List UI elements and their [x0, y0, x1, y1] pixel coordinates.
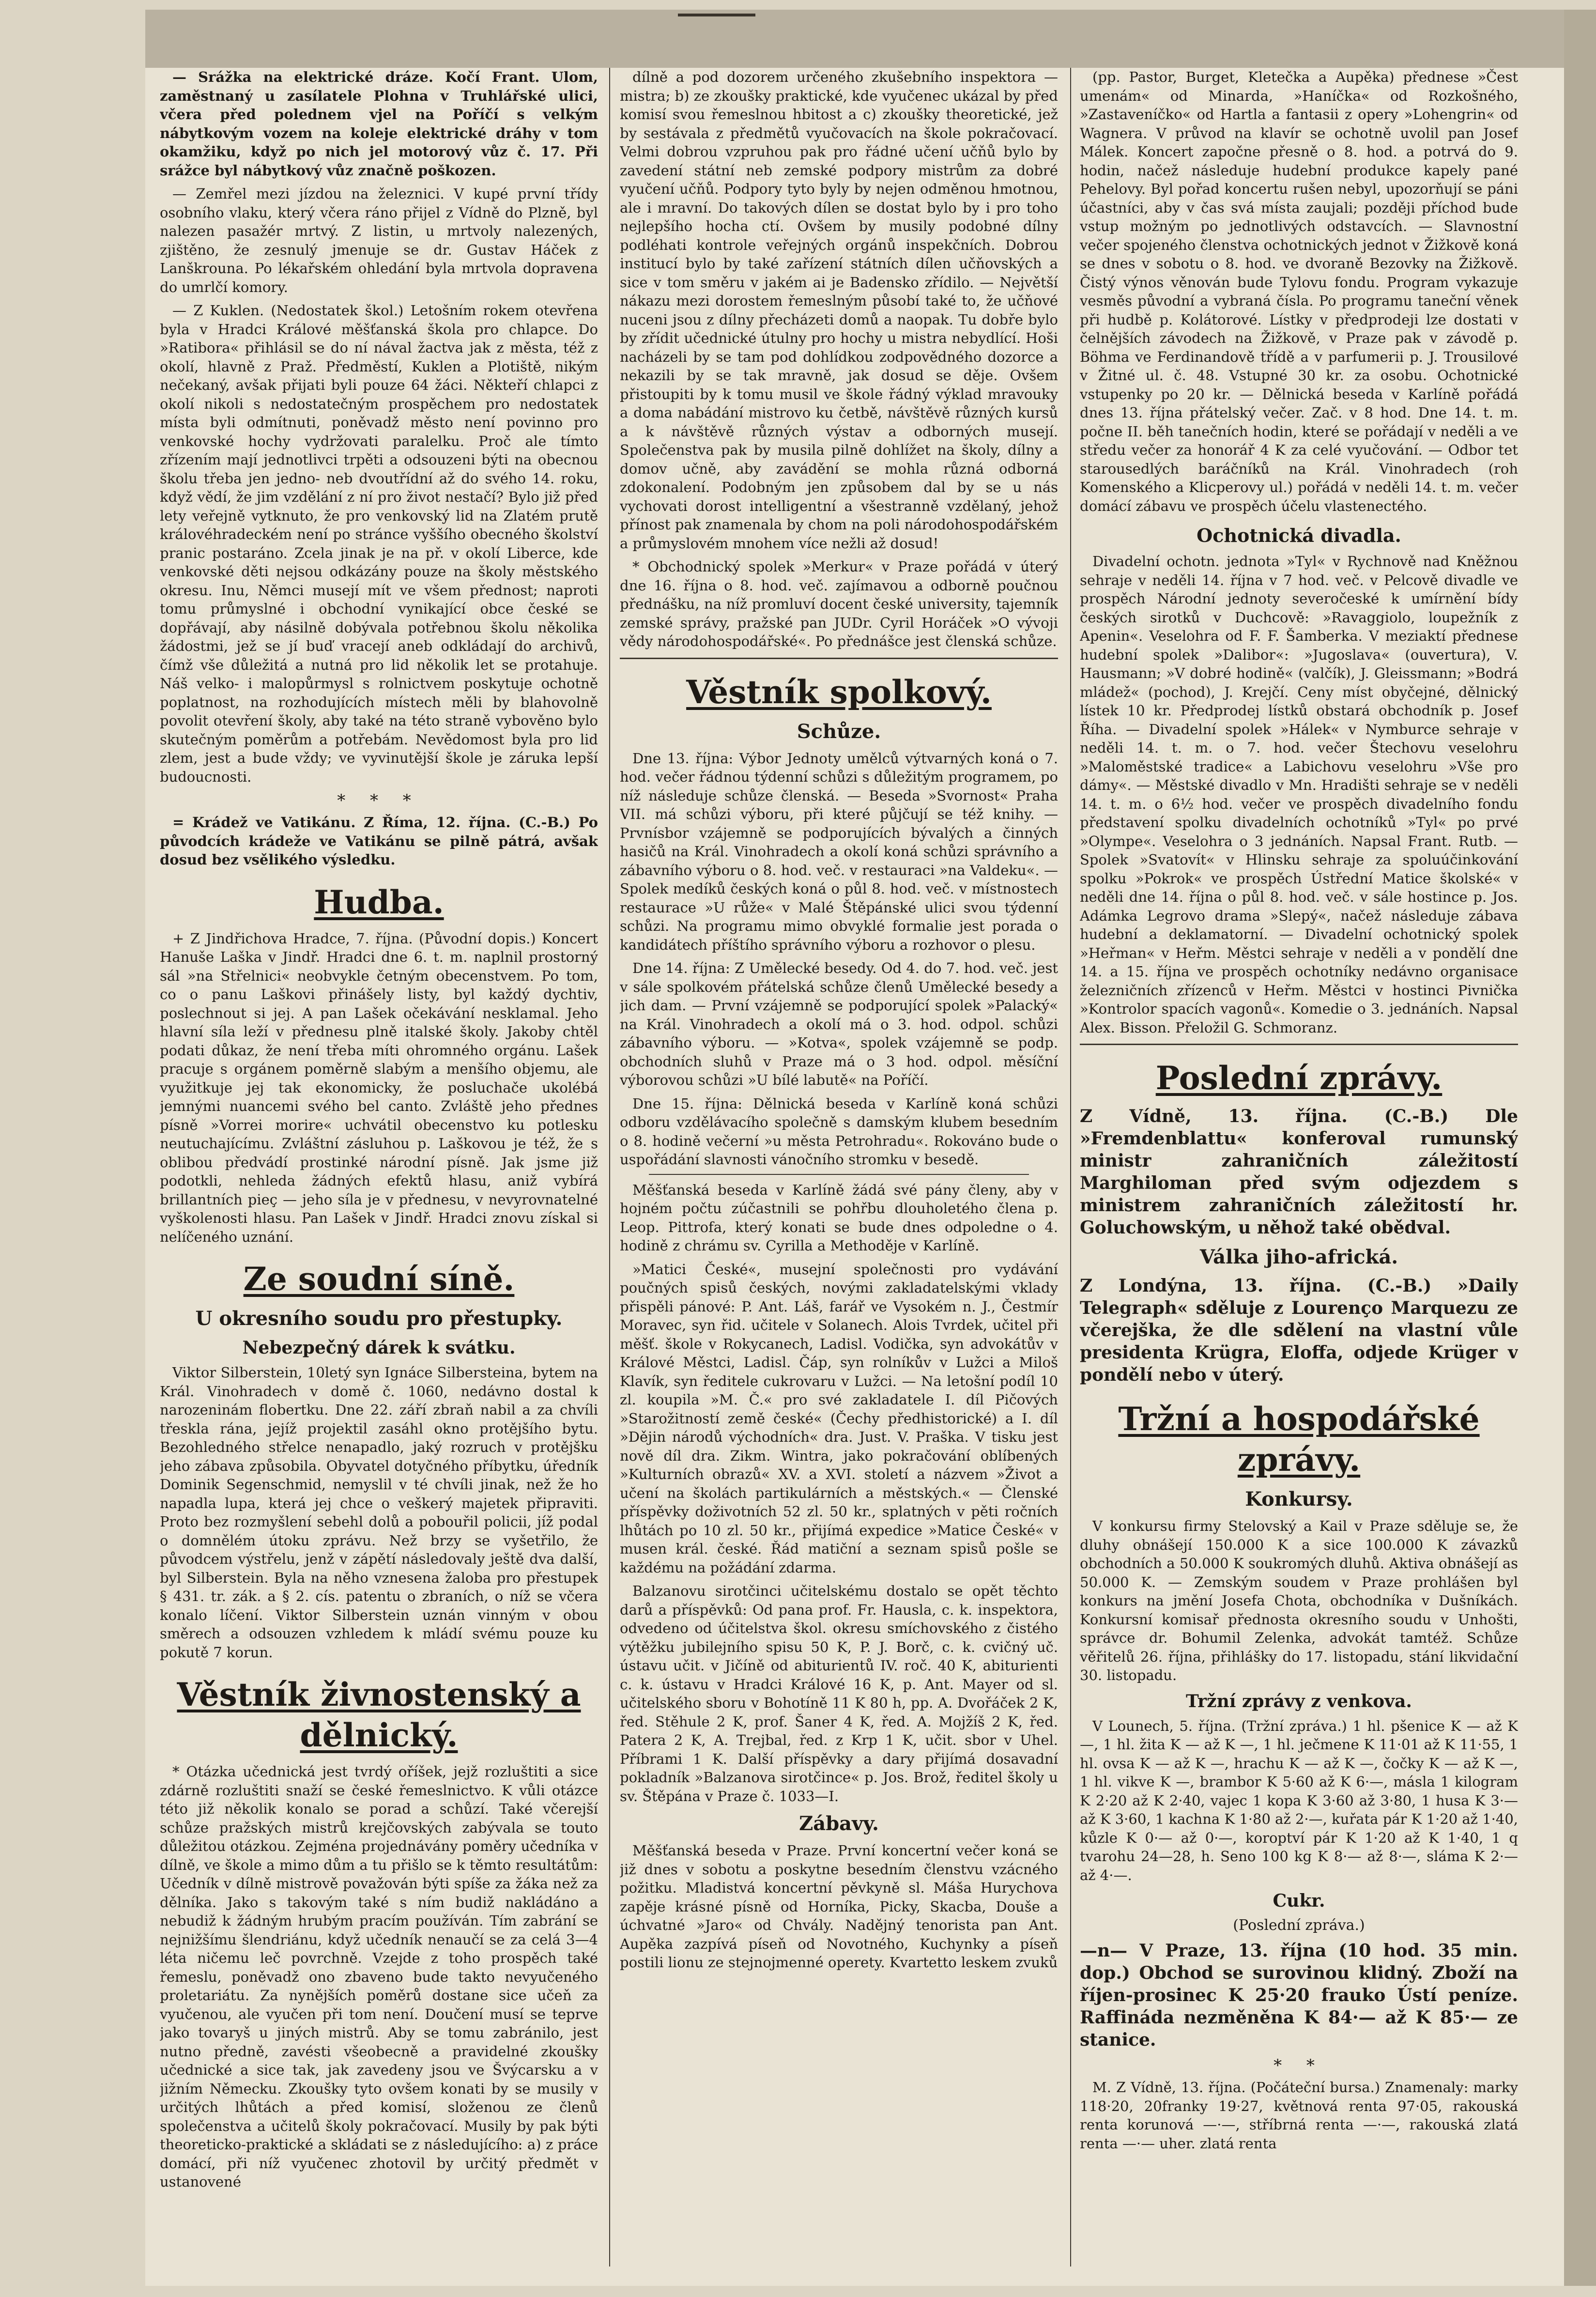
article-srazka: — Srážka na elektrické dráze. Kočí Frant. Ulom, zaměstnaný u zasílatele Plohna v Truhlářské ulici, včera před polednem vjel na Poříčí s velkým nábytkovým vozem na koleje elektrické dráhy v tom okamžiku, když po nich jel motorový vůz č. 17. Při srážce byl nábytkový vůz značně poškozen. [160, 69, 598, 179]
note-posledni-zprava: (Poslední zpráva.) [1233, 1917, 1365, 1934]
column-1 [160, 68, 598, 2266]
article-matice-ceska: »Matici České«, musejní společnosti pro vydávání poučných spisů českých, novými zakladatelskými vklady přispěli pánové: P. Ant. Láš, farář ve Vysokém n. J., Čestmír Moravec, syn řid. učitele v Solanech. Alois Tvrdek, učitel při měšť. škole v Rokycanech, Ladisl. Vodička, syn advokátův v Králové Městci, Ladisl. Čáp, syn rolníkův v Lužci a Miloš Klavík, syn ředitele cukrovaru v Lužci. — Na letošní podíl 10 zl. koupila »M. Č.« pro své zakladatele I. díl Pičových »Starožitností země české« (Čechy předhistorické) a I. díl »Dějin národů východních« dra. Just. V. Praška. V tisku jest nově díl dra. Zikm. Wintra, jako pokračování oblíbených »Kulturních obrazů« XV. a XVI. století a názvem »Život a učení na školách partikulárních a městských.« — Členské příspěvky doživotních 52 zl. 50 kr., splatných v pěti ročních lhůtách po 10 zl. 50 kr., přijímá expedice »Matice České« v musen král. české. Řád matiční a seznam spisů pošle se každému na požádání zdarma. [620, 1261, 1058, 1576]
masthead-sliver [678, 14, 755, 16]
section-title-spolkovy: Věstník spolkový. [686, 673, 992, 711]
article-mestanska-praha: Měšťanská beseda v Praze. První koncertní večer koná se již dnes v sobotu a poskytne besedním členstvu vzácného požitku. Mladistvá koncertní pěvkyně sl. Máša Hurychova zapěje krásné písně od Horníka, Picky, Skacba, Douše a úchvatné »Jaro« od Chvály. Nadějný tenorista pan Ant. Aupěka zazpívá píseň od Novotného, Kuchynky a píseň postili lionu ze stejnojmenné operety. Kvartetto leskem zvuků [620, 1842, 1058, 1971]
article-schuze-15: Dne 15. října: Dělnická beseda v Karlíně koná schůzi odboru vzdělávacího společně s damským klubem besedním o 8. hodině večerní »u města Petrohradu«. Rokováno bude o uspořádání slavnosti vánočního stromku v besedě. [620, 1095, 1058, 1168]
subheading-zabavy: Zábavy. [799, 1812, 879, 1835]
column-3 [1080, 68, 1518, 2266]
column-2 [620, 68, 1058, 2266]
subheading-venkov: Tržní zprávy z venkova. [1186, 1691, 1412, 1711]
article-cukr: —n— V Praze, 13. října (10 hod. 35 min. dop.) Obchod se surovinou klidný. Zboží na říjen-prosinec K 25·20 frauko Ústí peníze. Raffináda nezměněna K 84·— až K 85·— ze stanice. [1080, 1941, 1518, 2050]
subheading-darek: Nebezpečný dárek k svátku. [242, 1338, 516, 1358]
article-louny: V Lounech, 5. října. (Tržní zpráva.) 1 hl. pšenice K — až K —, 1 hl. žita K — až K —, 1 hl. ječmene K 11·01 až K 11·55, 1 hl. ovsa K — až K —, hrachu K — až K —, čočky K — až K —, 1 hl. vikve K —, brambor K 5·60 až K 6·—, másla 1 kilogram K 2·20 až K 2·40, vajec 1 kopa K 3·60 až 3·80, 1 husa K 3·— až K 3·60, 1 kachna K 1·80 až 2·—, kuřata pár K 1·20 až 1·40, kůzle K 0·— až 0·—, koroptví pár K 1·20 až K 1·40, 1 q tvarohu 24—28, h. Seno 100 kg K 8·— až 8·—, sláma K 2·— až 4·—. [1080, 1717, 1518, 1883]
article-bursa: M. Z Vídně, 13. října. (Počáteční bursa.) Znamenaly: marky 118·20, 20franky 19·27, květnová renta 97·05, rakouská renta korunová —·—, stříbrná renta —·—, rakouská zlatá renta —·— uher. zlatá renta [1080, 2079, 1518, 2152]
article-mestanska-karlin: Měšťanská beseda v Karlíně žádá své pány členy, aby v hojném počtu zúčastnili se pohřbu dlouholetého člena p. Leop. Pittrofa, který konati se bude dnes odpoledne o 4. hodině z chrámu sv. Cyrilla a Methoděje v Karlíně. [620, 1181, 1058, 1254]
article-konkurs: V konkursu firmy Stelovský a Kail v Praze sděluje se, že dluhy obnášejí 150.000 K a sice 100.000 K závazků obchodních a 50.000 K soukromých dluhů. Aktiva obnášejí as 50.000 K. — Zemským soudem v Praze prohlášen byl konkurs na jmění Josefa Chota, obchodníka v Dušníkách. Konkursní komisař přednosta okresního soudu v Unhošti, správce dr. Bohumil Zelenka, advokát tamtéž. Schůze věřitelů 26. října, přihlášky do 17. listopadu, stání likvidační 30. listopadu. [1080, 1518, 1518, 1683]
newspaper-page [145, 10, 1564, 2286]
article-zemrel: — Zemřel mezi jízdou na železnici. V kupé první třídy osobního vlaku, který včera ráno přijel z Vídně do Plzně, byl nalezen pasažér mrtvý. Z listin, u mrtvoly nalezených, zjištěno, že zesnulý jmenuje se dr. Gustav Háček z Lanškrouna. Po lékařském ohledání byla mrtvola dopravena do umrlčí komory. [160, 185, 598, 295]
divider [649, 1174, 1029, 1175]
section-title-soud: Ze soudní síně. [243, 1260, 515, 1298]
subheading-okresni-soud: U okresního soudu pro přestupky. [195, 1307, 563, 1330]
article-kradez: = Krádež ve Vatikánu. Z Říma, 12. října. (C.-B.) Po původcích krádeže ve Vatikánu se pilně pátrá, avšak dosud bez vsělikého výsledku. [160, 814, 598, 868]
subheading-konkursy: Konkursy. [1245, 1488, 1353, 1511]
article-schuze-13: Dne 13. října: Výbor Jednoty umělců výtvarných koná o 7. hod. večer řádnou týdenní schůzi s důležitým programem, po níž následuje schůze členská. — Beseda »Svornost« Praha VII. má schůzi výboru, při které půjčují se též knihy. — Prvnísbor vzájemně se podporujících bývalých a činných hasičů na Král. Vinohradech a okolí koná schůzi správního a zábavního výboru o 8. hod. več. v restauraci »na Valdeku«. — Spolek medíků českých koná o půl 8. hod. več. v místnostech restaurace »U růže« v Malé Štěpánské ulici svou týdenní schůzi. Na programu mimo obvyklé formalie jest porada o kandidátech příštího správního výboru a rozhovor o plesu. [620, 750, 1058, 953]
article-ochotnici: Divadelní ochotn. jednota »Tyl« v Rychnově nad Kněžnou sehraje v neděli 14. října v 7 hod. več. v Pelcově divadle ve prospěch Národní jednoty severočeské k umírnění bídy českých sirotků v Duchcově: »Ravaggiolo, loupežník z Apenin«. Veselohra od F. F. Šamberka. V meziaktí přednese hudební spolek »Dalibor«: »Jugoslava« (ouvertura), V. Hausmann; »V dobré hodině« (valčík), J. Gleissmann; »Bodrá mládež« (pochod), J. Krejčí. Ceny míst obyčejné, dělnický lístek 10 kr. Předprodej lístků obstará obchodník p. Josef Říha. — Divadelní spolek »Hálek« v Nymburce sehraje v neděli 14. t. m. o 7. hod. večer Štechovu veselohru »Maloměstské tradice« a Labichovu veselohru »Vše pro dámy«. — Městské divadlo v Mn. Hradišti sehraje se v neděli 14. t. m. o 6½ hod. večer ve prospěch divadelního fondu představení spolku divadelních ochotníků »Tyl« po prvé »Olympe«. Veselohra o 3 jednáních. Napsal Frant. Rutb. — Spolek »Svatovít« v Hlinsku sehraje za spoluúčinkování spolku »Pokrok« ve prospěch Ústřední Matice školské« v neděli dne 14. října o půl 8. hod. več. v sále hostince p. Jos. Adámka Legrovo drama »Slepý«, načež následuje zábava hudební a deklamatorní. — Divadelní ochotnický spolek »Heřman« v Heřm. Městci sehraje v neděli a v pondělí dne 14. a 15. října ve prospěch ochotníky nedávno organisace železničních zřízenců v Heřm. Městci v hostinci Pivnička »Kontrolor spacích vagonů«. Komedie o 3. jednáních. Napsal Alex. Bisson. Přeložil G. Schmoranz. [1080, 553, 1518, 1036]
article-jindrichuv-hradec: + Z Jindřichova Hradce, 7. října. (Původní dopis.) Koncert Hanuše Laška v Jindř. Hradci dne 6. t. m. naplnil prostorný sál »na Střelnici« neobvykle četným obecenstvem. Po tom, co o panu Laškovi přinášely listy, byl každý dychtiv, poslechnout si jej. A pan Lašek očekávání nesklamal. Jeho hlavní síla leží v přednesu plně italské školy. Jakoby chtěl podati důkaz, že není třeba míti ohromného orgánu. Lašek pracuje s orgánem poměrně slabým a menšího objemu, ale využitkuje jej tak ekonomicky, že posluchače ukolébá jemnými nuancemi svého bel canto. Zvláště jeho přednes písně »Vorrei morire« uchvátil obecenstvo ku potlesku neutuchajícímu. Zvláštní zásluhou p. Laškovou je též, že s oblibou předvádí prostinké národní písně. Jak jsme již podotkli, nehleda žádných efektů hlasu, aniž vybírá brillantních pieç — jeho síla je v přednesu, v nevyrovnatelné vyškolenosti hlasu. Pan Lašek v Jindř. Hradci znovu získal si nelíčeného uznání. [160, 930, 598, 1245]
column-rule [609, 68, 610, 2266]
article-kuklen: — Z Kuklen. (Nedostatek škol.) Letošním rokem otevřena byla v Hradci Králové měšťanská škola pro chlapce. Do »Ratibora« přihlásil se do ní nával žactva jak z města, též z okolí, hlavně z Praž. Předměstí, Kuklen a Plotiště, nikým nečekaný, avšak přijati byli pouze 64 žáci. Někteří chlapci z okolí nikoli s nedostatečným prospěchem pro nedostatek místa byli odmítnuti, poněvadž město není povinno pro venkovské hochy vydržovati paralelku. Proč ale tímto zřízením mají jednotlivci trpěti a odsouzeni býti na obecnou školu třeba jen jedno- neb dvoutřídní až do svého 14. roku, když vědí, že jim vzdělání z ní pro život nestačí? Bylo již před lety veřejně vytknuto, že pro venkovský lid na Zlatém prutě královéhradeckém není po stránce vyššího obecného školství pranic postaráno. Zcela jinak je na př. v okolí Liberce, kde venkovské děti nejsou odkázány pouze na školy městského okresu. Inu, Němci musejí mít ve všem přednost; naproti tomu průmyslné i obchodní vynikající obce české se dopřávají, aby násilně dobývala potřebnou školu několika žádostmi, jež se jí buď vracejí aneb odkládají do archivů, čímž vše důležitá a nutná pro lid několik let se protahuje. Náš velko- i malopůrmysl s rolnictvem poskytuje ochotně poplatnost, na rozhodujících místech měli by blahovolně povolit otevření školy, aby také na této straně vybověno bylo skutečným poměrům a potřebám. Nevědomost byla pro lid zlem, jest a bude vždy; ve vyvinutější škole je záruka lepší budoucnosti. [160, 302, 598, 785]
article-schuze-14: Dne 14. října: Z Umělecké besedy. Od 4. do 7. hod. več. jest v sále spolkovém přátelská schůze členů Umělecké besedy a jich dam. — První vzájemně se podporující spolek »Palacký« na Král. Vinohradech a okolí má o 3. hod. odpol. schůzi zábavního výboru. — »Kotva«, spolek vzájemně se podp. obchodních sluhů v Praze má o 3 hod. odpol. měsíční výborovou schůzi »U bílé labutě« na Poříčí. [620, 960, 1058, 1088]
subheading-cukr: Cukr. [1273, 1891, 1325, 1911]
article-koncert-cont: (pp. Pastor, Burget, Kletečka a Aupěka) přednese »Čest umenám« od Minarda, »Haníčka« od Rozkošného, »Zastaveníčko« od Hartla a fantasii z opery »Lohengrin« od Wagnera. V průvod na klavír se ochotně uvolil pan Josef Málek. Koncert započne přesně o 8. hod. a potrvá do 9. hodin, načež následuje hudební produkce kapely pané Pehelovy. Byl pořad koncertu rušen nebyl, upozorňují se páni účastníci, aby v čas svá místa zaujali; později příchod bude vstup možným po jednotlivých odstavcích. — Slavnostní večer spojeného členstva ochotnických jednot v Žižkově koná se dnes v sobotu o 8. hod. ve dvoraně Bezovky na Žižkově. Čistý výnos věnován bude Tylovu fondu. Program vykazuje vesměs původní a vybraná čísla. Po programu taneční věnek při hudbě p. Kolátorové. Lístky v předprodeji lze dostati v čelnějších závodech na Žižkově, v Praze pak v závodě p. Böhma ve Ferdinandově třídě a v parfumerii p. J. Trousilové v Žitné ul. č. 48. Vstupné 30 kr. za osobu. Ochotnické vstupenky po 20 kr. — Dělnická beseda v Karlíně pořádá dnes 13. října přátelský večer. Zač. v 8 hod. Dne 14. t. m. počne II. běh tanečních hodin, které se pořádají v neděli a ve středu večer za honorář 4 K za celé vyučování. — Odbor tet starousedlých baráčníků na Král. Vinohradech (roh Komenského a Klicperovy ul.) pořádá v neděli 14. t. m. večer domácí zábavu ve prospěch účelu vlastenectého. [1080, 69, 1518, 514]
subheading-schuze: Schůze. [797, 720, 881, 743]
article-balzanuv-sirotcinec: Balzanovu sirotčinci učitelskému dostalo se opět těchto darů a příspěvků: Od pana prof. Fr. Hausla, c. k. inspektora, odvedeno od účitelstva škol. okresu smíchovského z čistého výtěžku jubilejního spisu 50 K, P. J. Borč, c. k. cvičný uč. ústavu učit. v Jičíně od abiturientů IV. roč. 40 K, abiturienti c. k. ústavu v Hradci Králové 16 K, p. Ant. Mayer od sl. učitelského sboru v Bohotíně 11 K 80 h, pp. A. Dvořáček 2 K, řed. Stěhule 2 K, prof. Šaner 4 K, řed. A. Mojžíš 2 K, řed. Patera 2 K, A. Trejbal, řed. z Krp 1 K, učit. sbor v Uhel. Příbrami 1 K. Další příspěvky a dary přijímá dosavadní pokladník »Balzanova sirotčince« p. Jos. Brož, ředitel školy u sv. Štěpána v Praze č. 1033—I. [620, 1583, 1058, 1804]
divider [1080, 1044, 1518, 1045]
divider [620, 658, 1058, 659]
article-merkur: * Obchodnický spolek »Merkur« v Praze pořádá v úterý dne 16. října o 8. hod. več. zajímavou a odborně poučnou přednášku, na níž promluví docent české university, tajemník zemské správy, pražské pan JUDr. Cyril Horáček »O vývoji vědy národohospodářské«. Po přednášce jest členská schůze. [620, 558, 1058, 649]
section-title-hudba: Hudba. [314, 883, 444, 921]
section-stars: * * [1274, 2056, 1324, 2075]
article-ucednicka-cont: dílně a pod dozorem určeného zkušebního inspektora — mistra; b) ze zkoušky praktické, kde vyučenec ukázal by před komisí svou řemeslnou hbitost a c) zkoušky theoretické, jež by sestávala z předmětů vyučovacích na škole pokračovací. Velmi dobrou vzpruhou pak pro řádné učení učňů bylo by zavedení státní neb zemské podpory mistrům za dobré vyučení učňů. Podpory tyto byly by nejen odměnou hmotnou, ale i mravní. Do takových dílen se dostat bylo by i pro toho nejlepšího hocha ctí. Ovšem by musily podobné dílny podléhati kontrole veřejných orgánů inspekčních. Dobrou institucí bylo by také zařízení státních dílen učňovských a sice v tom směru v jakém ai je Badensko zřídilo. — Největší nákazu mezi dorostem řemeslným působí také to, že učňové nuceni jsou z dílny přecházeti domů a naopak. Tu dobře bylo by zřídit učednické útulny pro hochy u mistra nebydlící. Hoši nacházeli by se tam pod dohlídkou zodpovědného dozorce a nekazili by se tak mravně, jak dosud se děje. Ovšem přistoupiti by k tomu musil ve škole řádný výklad mravouky a doma nabádání mistrovo ku četbě, návštěvě různých kursů a k návštěvě různých výstav a odborných musejí. Společenstva pak by musila pilně dohlížet na školy, dílny a domov učně, aby zavádění se mohla různá odborná zdokonalení. Podobným jen způsobem dal by se u nás vychovati dorost intelligentní a všestranně vzdělaný, jehož přínost pak znamenala by chom na poli národohospodářském a průmyslovém mnohem více nežli až dosud! [620, 69, 1058, 552]
article-ucednicka: * Otázka učednická jest tvrdý oříšek, jejž rozluštiti a sice zdárně rozluštiti snaží se české řemeslnictvo. K vůli otázce této již několik konalo se porad a schůzí. Také včerejší schůze pražských mistrů krejčovských zabývala se touto důležitou otázkou. Zejména projednávány poměry učedníka v dílně, ve škole a mimo dům a tu přišlo se k těmto resultátům: Učedník v dílně mistrově považován býti spíše za žáka než za dělníka. Jako s takovým také s ním budiž nakládáno a nebudiž k žádným hrubým pracím používán. Tím zabrání se nejnižšímu šlendriánu, když učedník nenaučí se za celá 3—4 léta ničemu leč povrchně. Vzejde z toho prospěch také řemeslu, poněvadž ono zbaveno bude takto nevyučeného proletariátu. Za nynějších poměrů dostane sice učeň za vyučenou, ale vyučen při tom není. Doučení musí se teprve jako tovaryš u jiných mistrů. Aby se tomu zabránilo, jest nutno předně, zavésti všeobecně a pravidelné zkoušky učednické a sice tak, jak zavedeny jsou ve Švýcarsku a v jižním Německu. Zkoušky tyto ovšem konati by se musily v určitých lhůtách a před komisí, složenou ze členů společenstva a učitelů školy pokračovací. Musily by pak býti theoreticko-praktické a skládati se z následujícího: a) z práce domácí, při níž vyučenec zhotovil by určitý předmět v ustanovené [160, 1763, 598, 2190]
section-title-trzni: Tržní a hospodářské zprávy. [1118, 1400, 1480, 1479]
article-silberstein: Viktor Silberstein, 10letý syn Ignáce Silbersteina, bytem na Král. Vinohradech v domě č. 1060, nedávno dostal k narozeninám flobertku. Dne 22. září zbraň nabil a za chvíli třeskla rána, jejíž projektil zasáhl okno protějšího bytu. Bezohledného střelce nenapadlo, jaký rozruch v protějšku jeho zábava způsobila. Obyvatel dotyčného příbytku, úředník Dominik Segenschmid, nemyslil v té chvíli jinak, než že ho napadla lupa, která jej chce o veškerý majetek připraviti. Proto bez rozmyšlení sebehl dolů a pobouřil policii, jíž podal o domnělém útoku zprávu. Než brzy se vyšetřilo, že původcem výstřelu, jenž v zápětí následovaly ještě dva další, byl Silberstein. Byla na něho vznesena žaloba pro přestupek § 431. tr. zák. a § 2. cís. patentu o zbraních, o níž se včera konalo líčení. Viktor Silberstein uznán vinným v obou směrech a odsouzen vzhledem k mládí svému pouze ku pokutě 7 korun. [160, 1364, 598, 1661]
article-z-vidne: Z Vídně, 13. října. (C.-B.) Dle »Fremdenblattu« konferoval rumunský ministr zahraničních záležitostí Marghiloman před svým odjezdem s ministrem zahraničních záležitostí hr. Goluchowským, u něhož také obědval. [1080, 1106, 1518, 1238]
right-margin-strip [1564, 10, 1596, 2286]
subheading-ochotnicka: Ochotnická divadla. [1197, 524, 1401, 546]
section-title-zivnostensky: Věstník živnostenský a dělnický. [177, 1676, 581, 1754]
section-stars: * * * [337, 791, 421, 810]
subheading-valka: Válka jiho-africká. [1199, 1246, 1398, 1268]
column-rule [1070, 68, 1071, 2266]
section-title-posledni: Poslední zprávy. [1155, 1059, 1443, 1097]
article-z-londyna: Z Londýna, 13. října. (C.-B.) »Daily Telegraph« sděluje z Lourenço Marquezu ze včerejška, že dle sdělení na vlastní vůle presidenta Krügra, Eloffa, odjede Krüger v pondělí nebo v úterý. [1080, 1276, 1518, 1385]
top-margin-strip [145, 10, 1564, 68]
